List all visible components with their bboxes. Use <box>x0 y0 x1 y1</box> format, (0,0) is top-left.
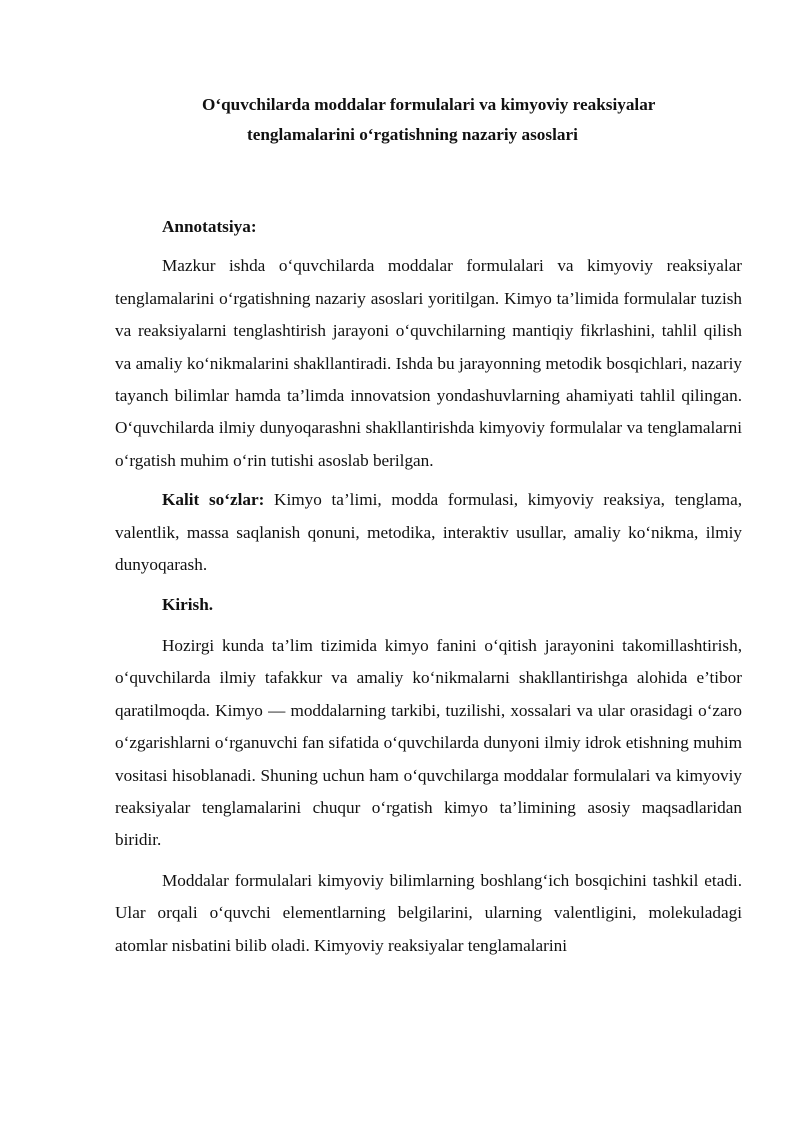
document-title <box>110 90 740 150</box>
document-body <box>115 211 742 962</box>
intro-paragraph-1: Hozirgi kunda ta’lim tizimida kimyo fanini o‘qitish jarayonini takomillashtirish, o‘quvchilarda ilmiy tafakkur va amaliy ko‘nikmalarni shakllantirishga alohida e’tibor qaratilmoqda. Kimyo — moddalarning tarkibi, tuzilishi, xossalari va ular orasidagi o‘zaro o‘zgarishlarni o‘rganuvchi fan sifatida o‘quvchilarda dunyoni ilmiy idrok etishning muhim vositasi hisoblanadi. Shuning uchun ham o‘quvchilarga moddalar formulalari va kimyoviy reaksiyalar tenglamalarini chuqur o‘rgatish kimyo ta’limining asosiy maqsadlaridan biridir. <box>115 635 742 850</box>
intro-heading: Kirish. <box>162 595 214 615</box>
title-line-2: tenglamalarini o‘rgatishning nazariy asoslari <box>247 125 578 144</box>
keywords-paragraph <box>115 484 742 581</box>
annotation-heading: Annotatsiya: <box>162 217 257 236</box>
annotation-paragraph: Mazkur ishda o‘quvchilarda moddalar formulalari va kimyoviy reaksiyalar tenglamalarini o‘rgatishning nazariy asoslari yoritilgan. Kimyo ta’limida formulalar tuzish va reaksiyalarni tenglashtirish jarayoni o‘quvchilarning mantiqiy fikrlashini, tahlil qilish va amaliy ko‘nikmalarini shakllantiradi. Ishda bu jarayonning metodik bosqichlari, nazariy tayanch bilimlar hamda ta’limda innovatsion yondashuvlarning ahamiyati tahlil qilingan. O‘quvchilarda ilmiy dunyoqarashni shakllantirishda kimyoviy formulalar va tenglamalarni o‘rgatish muhim o‘rin tutishi asoslab berilgan. <box>115 256 742 470</box>
keywords-label: Kalit so‘zlar: <box>162 490 265 510</box>
intro-paragraph-2: Moddalar formulalari kimyoviy bilimlarning boshlang‘ich bosqichini tashkil etadi. Ular orqali o‘quvchi elementlarning belgilarini, ularning valentligini, molekuladagi atomlar nisbatini bilib oladi. Kimyoviy reaksiyalar tenglamalarini <box>115 870 742 955</box>
keywords-text: Kimyo ta’limi, modda formulasi, kimyoviy reaksiya, tenglama, valentlik, massa saqlanish qonuni, metodika, interaktiv usullar, amaliy ko‘nikma, ilmiy dunyoqarash. <box>115 490 743 575</box>
title-line-1: O‘quvchilarda moddalar formulalari va kimyoviy reaksiyalar <box>202 95 656 114</box>
